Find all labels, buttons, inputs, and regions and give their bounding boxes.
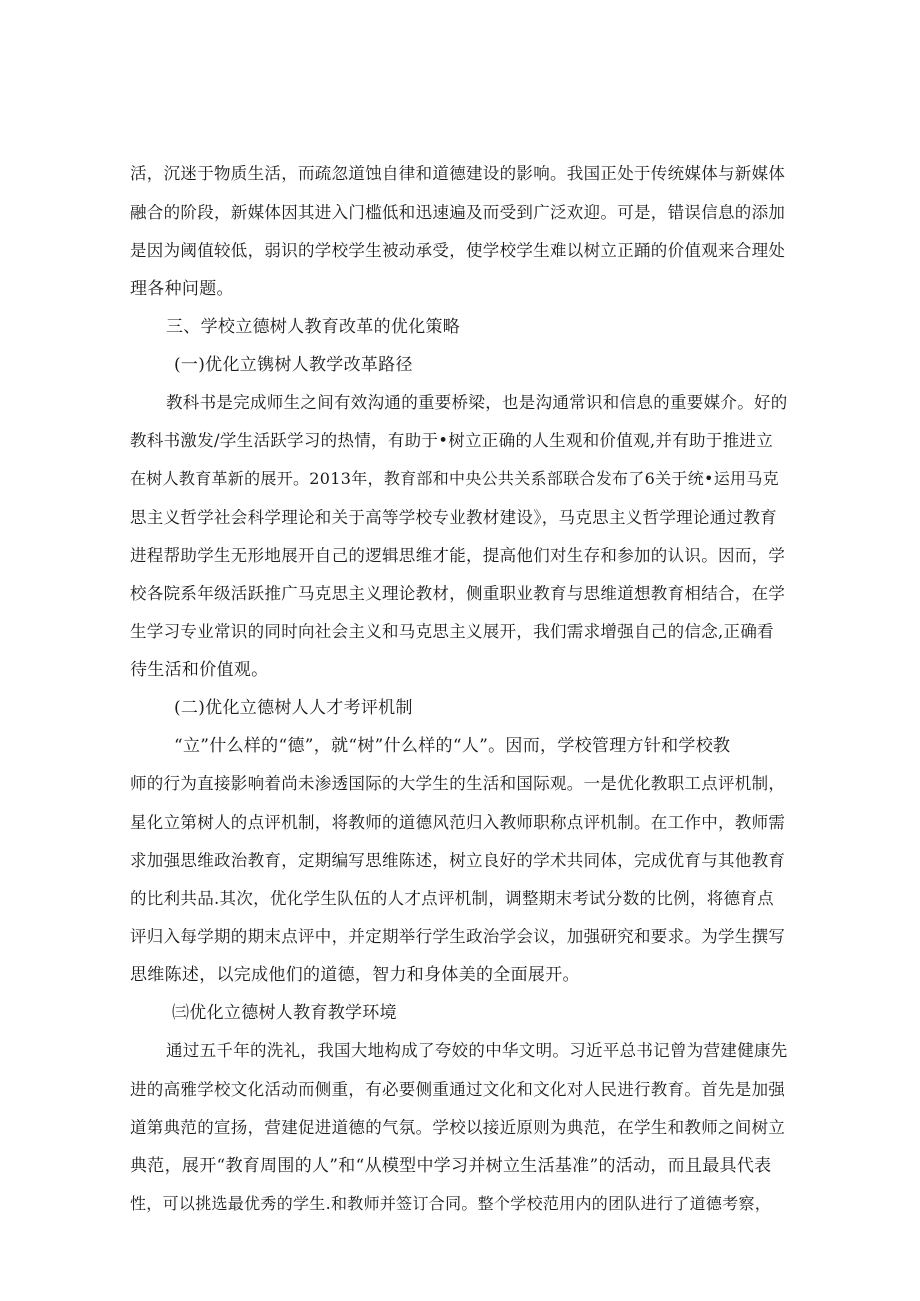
paragraph-line: 在树人教育革新的展开。2013年，教育部和中央公共关系部联合发布了6关于统•运用马克 xyxy=(130,469,779,488)
paragraph-line: 评归入每学期的期末点评中，并定期举行学生政治学会议，加强研究和要求。为学生撰写 xyxy=(130,927,786,946)
subsection-heading: (一)优化立镌树人教学改革路径 xyxy=(174,355,413,375)
paragraph-line: 进的高雅学校文化活动而侧重，有必要侧重通过文化和文化对人民进行教育。首先是加强 xyxy=(130,1080,786,1099)
paragraph-line: 典范，展开“教育周围的人”和“从模型中学习并树立生活基准”的活动，而且最具代表 xyxy=(130,1156,772,1176)
subsection-heading: (二)优化立德树人人才考评机制 xyxy=(174,698,413,718)
paragraph-line: 待生活和价值观。 xyxy=(130,660,269,680)
paragraph-line: 通过五千年的洗礼，我国大地构成了夸姣的中华文明。习近平总书记曾为营建健康先 xyxy=(166,1041,788,1060)
paragraph-line: 进程帮助学生无形地展开自己的逻辑思维才能，提高他们对生存和参加的认识。因而，学 xyxy=(130,546,786,565)
paragraph-line: “立”什么样的“德”，就“树”什么样的“人”。因而，学校管理方针和学校教 xyxy=(174,736,731,756)
paragraph-line: 是因为阈值较低，弱识的学校学生被动承受，使学校学生难以树立正踊的价值观来合理处 xyxy=(130,241,786,260)
paragraph-line: 理各种问题。 xyxy=(130,279,234,299)
section-heading: 三、学校立德树人教育改革的优化策略 xyxy=(166,317,461,337)
paragraph-line: 思主义哲学社会科学理论和关于高等学校专业教材建设》，马克思主义哲学理论通过教育 xyxy=(130,508,777,527)
paragraph-line: 思维陈述，以完成他们的道德，智力和身体美的全面展开。 xyxy=(130,965,580,985)
paragraph-line: 教科书是完成师生之间有效沟通的重要桥梁，也是沟通常识和信息的重要媒介。好的 xyxy=(166,393,788,412)
paragraph-line: 求加强思维政治教育，定期编写思维陈述，树立良好的学术共同体，完成优育与其他教育 xyxy=(130,851,786,870)
paragraph-line: 的比利共品.其次，优化学生队伍的人才点评机制，调整期末考试分数的比例，将德育点 xyxy=(130,889,774,908)
paragraph-line: 融合的阶段，新媒体因其进入门槛低和迅速遍及而受到广泛欢迎。可是，错误信息的添加 xyxy=(130,203,786,222)
paragraph-line: 道第典范的宣扬，营建促进道德的气氛。学校以接近原则为典范，在学生和教师之间树立 xyxy=(130,1118,786,1137)
subsection-heading: ㈢优化立德树人教育教学环境 xyxy=(172,1003,397,1023)
paragraph-line: 星化立第树人的点评机制，将教师的道德风范归入教师职称点评机制。在工作中，教师需 xyxy=(130,813,786,832)
paragraph-line: 生学习专业常识的同时向社会主义和马克思主义展开，我们需求增强自己的信念,正确看 xyxy=(130,622,774,641)
paragraph-line: 活，沉迷于物质生活，而疏忽道蚀自律和道德建设的影响。我国正处于传统媒体与新媒体 xyxy=(130,164,786,183)
paragraph-line: 师的行为直接影响着尚未渗透国际的大学生的生活和国际观。一是优化教职工点评机制， xyxy=(130,774,786,793)
paragraph-line: 教科书激发/学生活跃学习的热情，有助于•树立正确的人生观和价值观,并有助于推进立 xyxy=(130,431,774,450)
paragraph-line: 性，可以挑选最优秀的学生.和教师并签订合同。整个学校范用内的团队进行了道德考察， xyxy=(130,1194,772,1213)
paragraph-line: 校各院系年级活跃推广马克思主义理论教材，侧重职业教育与思维道想教育相结合，在学 xyxy=(130,584,786,603)
